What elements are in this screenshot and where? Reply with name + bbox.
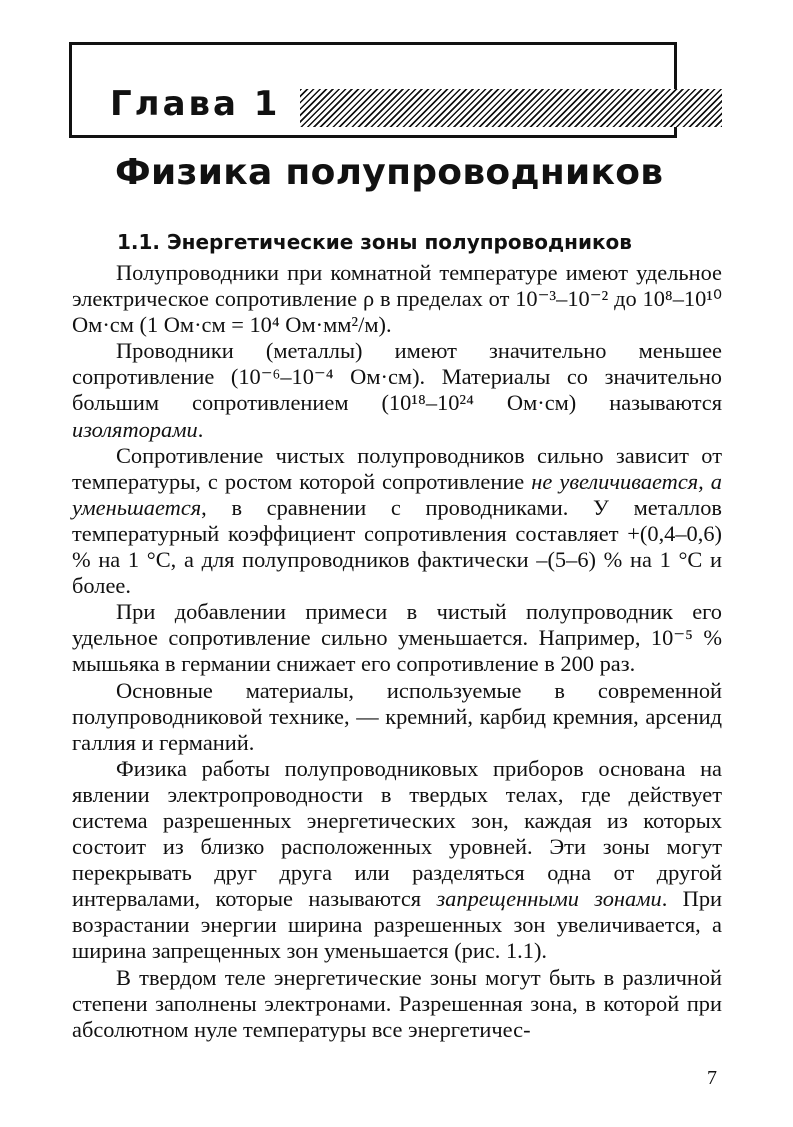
paragraph-6: Физика работы полупроводниковых приборов основана на явлении электропроводности в твердых телах, где действует система разрешенных энергетических зон, каждая из которых состоит из близко расположенных уровней. Эти зоны могут перекрывать друг друга или разделяться одна от другой интервалами, которые называются запрещенными зонами. При возрастании энергии ширина разрешенных зон увеличивается, а ширина запрещенных зон уменьшается (рис. 1.1). (72, 755, 723, 964)
paragraph-5: Основные материалы, используемые в современной полупроводниковой технике, — кремний, карбид кремния, арсенид галлия и германий. (72, 677, 722, 755)
chapter-hatch-decoration (300, 89, 722, 127)
paragraph-3: Сопротивление чистых полупроводников сильно зависит от температуры, с ростом которой сопротивление не увеличивается, а уменьшается, в сравнении с проводниками. У металлов температурный коэффициент сопротивления составляет +(0,4–0,6) % на 1 °С, а для полупроводников фактически –(5–6) % на 1 °С и более. (72, 442, 722, 599)
body-text (72, 260, 722, 1043)
section-heading: 1.1. Энергетические зоны полупроводников (117, 230, 632, 254)
chapter-title: Физика полупроводников (115, 152, 664, 193)
paragraph-1: Полупроводники при комнатной температуре имеют удельное электрическое сопротивление ρ в пределах от 10⁻³–10⁻² до 10⁸–10¹⁰ Ом·см (1 Ом·см = 10⁴ Ом·мм²/м). (72, 260, 722, 338)
page-number: 7 (707, 1067, 717, 1089)
chapter-label: Глава 1 (110, 84, 281, 124)
paragraph-7: В твердом теле энергетические зоны могут быть в различной степени заполнены электронами. Разрешенная зона, в которой при абсолютном нуле температуры все энергетичес- (72, 964, 722, 1042)
paragraph-2: Проводники (металлы) имеют значительно меньшее сопротивление (10⁻⁶–10⁻⁴ Ом·см). Материалы со значительно большим сопротивлением (10¹⁸–10²⁴ Ом·см) называются изоляторами. (72, 338, 722, 442)
paragraph-4: При добавлении примеси в чистый полупроводник его удельное сопротивление сильно уменьшается. Например, 10⁻⁵ % мышьяка в германии снижает его сопротивление в 200 раз. (72, 599, 722, 677)
